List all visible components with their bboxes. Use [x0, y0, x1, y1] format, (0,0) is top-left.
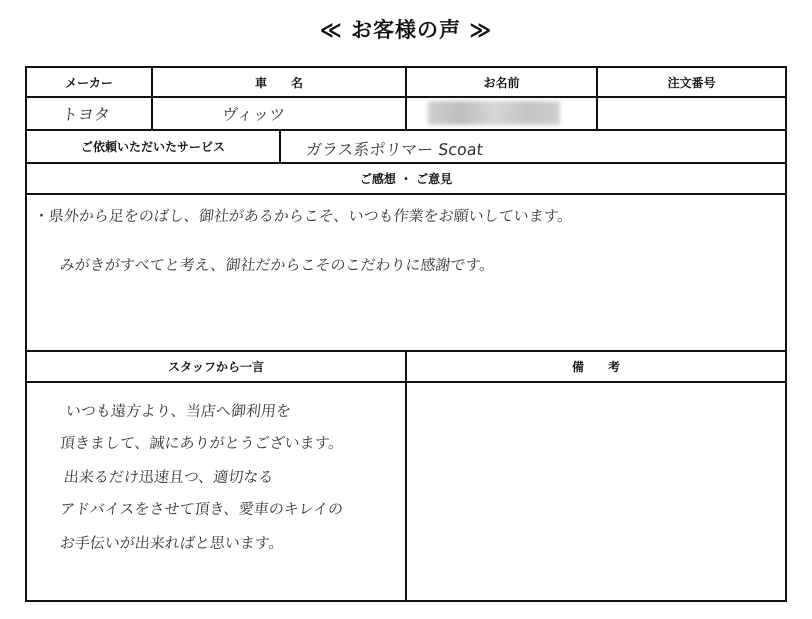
staff-comment-line: お手伝いが出来ればと思います。: [59, 534, 285, 552]
staff-comment-line: 頂きまして、誠にありがとうございます。: [59, 434, 345, 452]
impressions-label: ご感想 ・ ご意見: [359, 172, 453, 186]
staff-comment-line: 出来るだけ迅速且つ、適切なる: [63, 468, 275, 486]
staff-comment-label: スタッフから一言: [167, 360, 264, 374]
service-value: ガラス系ポリマー Scoat: [304, 140, 485, 159]
divider: [25, 193, 787, 195]
car-label: 車 名: [254, 75, 303, 90]
maker-label: メーカー: [65, 75, 113, 90]
car-value: ヴィッツ: [220, 105, 286, 124]
impression-line: ・県外から足をのばし、御社があるからこそ、いつも作業をお願いしています。: [33, 207, 574, 225]
staff-comment-line: アドバイスをさせて頂き、愛車のキレイの: [59, 500, 344, 518]
name-label: お名前: [483, 75, 520, 90]
divider: [405, 350, 407, 602]
divider: [279, 129, 281, 163]
redacted-name: [428, 101, 560, 125]
maker-value: トヨタ: [60, 105, 111, 124]
service-label: ご依頼いただいたサービス: [80, 140, 225, 154]
page-title: ≪ お客様の声 ≫: [319, 18, 493, 42]
remarks-label: 備 考: [571, 360, 620, 374]
staff-comment-line: いつも遠方より、当店へ御利用を: [65, 402, 292, 420]
impression-line: みがきがすべてと考え、御社だからこそのこだわりに感謝です。: [59, 256, 496, 274]
order-number-label: 注文番号: [667, 75, 716, 90]
